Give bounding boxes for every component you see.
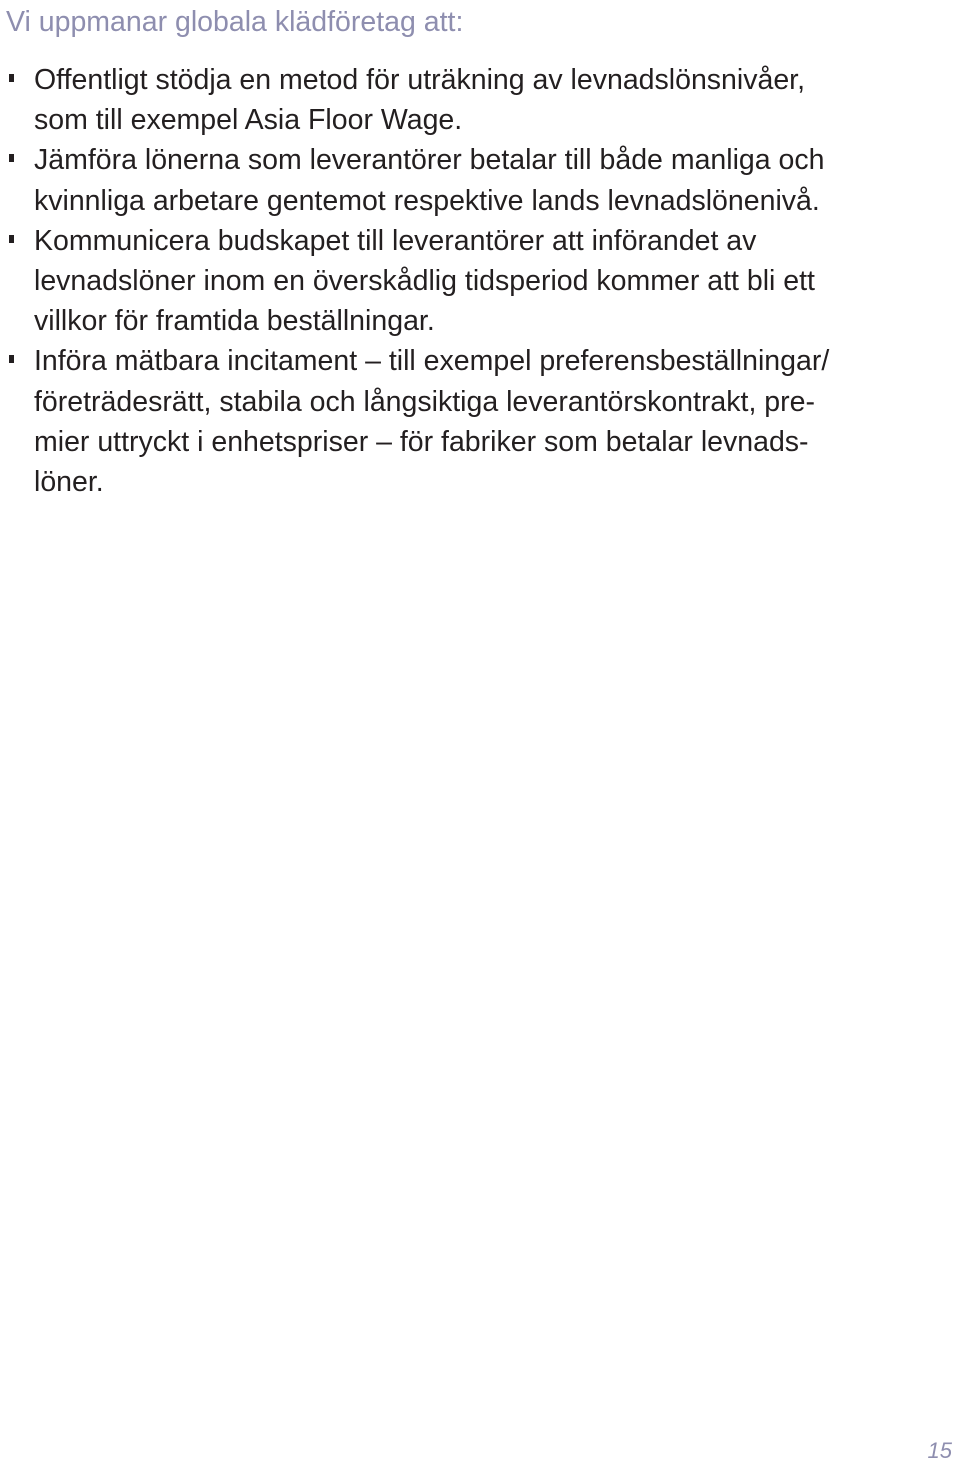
- bullet-item: [0, 341, 829, 502]
- bullet-text-line: Jämföra lönerna som leverantörer betalar till både manliga och: [34, 144, 825, 177]
- bullet-text-line: villkor för framtida beställningar.: [34, 305, 435, 338]
- square-bullet-icon: [9, 74, 14, 82]
- square-bullet-icon: [9, 235, 14, 243]
- bullet-text-line: mier uttryckt i enhetspriser – för fabriker som betalar levnads-: [34, 425, 809, 458]
- bullet-text-line: som till exempel Asia Floor Wage.: [34, 104, 463, 137]
- bullet-text-line: företrädesrätt, stabila och långsiktiga leverantörskontrakt, pre-: [34, 385, 815, 418]
- bullet-text-line: levnadslöner inom en överskådlig tidsperiod kommer att bli ett: [34, 265, 815, 298]
- bullet-item: [0, 140, 829, 220]
- square-bullet-icon: [9, 154, 14, 162]
- page-heading: Vi uppmanar globala klädföretag att:: [6, 6, 464, 38]
- bullet-item: [0, 60, 829, 140]
- bullet-text-line: Kommunicera budskapet till leverantörer att införandet av: [34, 224, 757, 257]
- bullet-list: [0, 60, 829, 502]
- bullet-text-line: kvinnliga arbetare gentemot respektive lands levnadslönenivå.: [34, 184, 820, 217]
- bullet-text-line: Införa mätbara incitament – till exempel preferensbeställningar/: [34, 345, 830, 378]
- bullet-text-line: löner.: [34, 466, 104, 499]
- bullet-text-line: Offentligt stödja en metod för uträkning av levnadslönsnivåer,: [34, 64, 806, 96]
- page-number: 15: [927, 1438, 952, 1463]
- bullet-item: [0, 221, 829, 342]
- square-bullet-icon: [9, 355, 14, 363]
